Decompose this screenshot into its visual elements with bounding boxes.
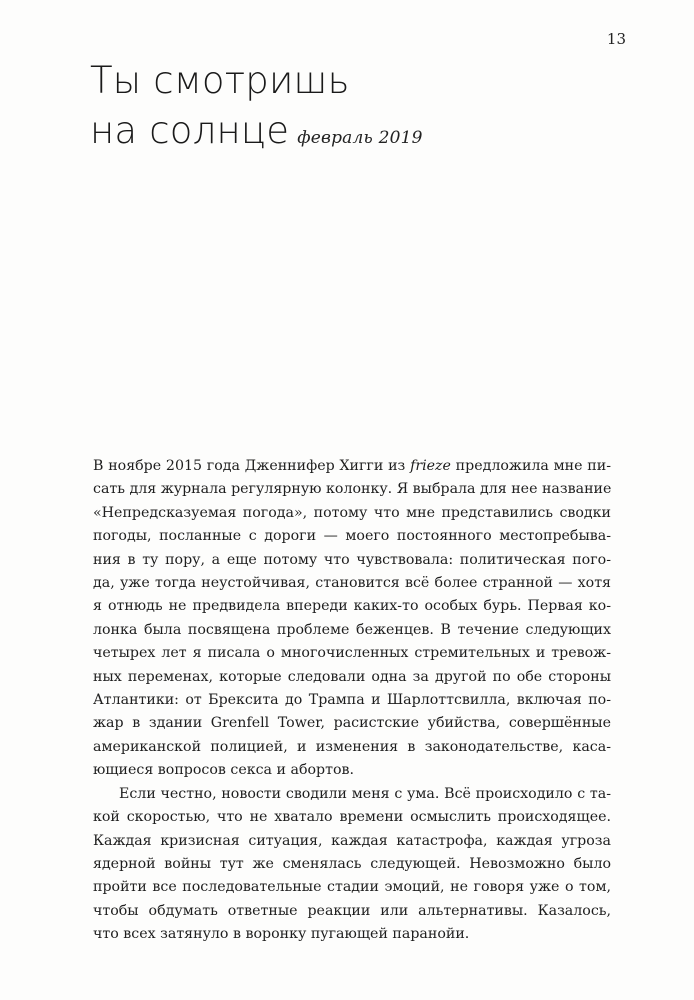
text-segment: пройти все последовательные стадии эмоций, не говоря уже о том, xyxy=(93,879,611,896)
body-text xyxy=(93,455,611,947)
text-line xyxy=(93,689,611,712)
text-segment: ния в ту пору, а еще потому что чувствовала: политическая пого- xyxy=(93,551,611,568)
text-line xyxy=(93,502,611,525)
text-line xyxy=(93,478,611,501)
text-line xyxy=(93,642,611,665)
text-segment: погоды, посланные с дороги — моего постоянного местопребыва- xyxy=(93,528,611,545)
text-line xyxy=(93,595,611,618)
text-segment: Если честно, новости сводили меня с ума. Всё происходило с та- xyxy=(119,785,611,802)
page-number: 13 xyxy=(606,30,626,48)
text-line xyxy=(93,783,611,806)
text-segment: американской полицией, и изменения в законодательстве, каса- xyxy=(93,738,611,755)
chapter-title xyxy=(90,56,630,163)
chapter-date: февраль 2019 xyxy=(297,128,423,148)
text-segment: В ноябре 2015 года Дженнифер Хигги из xyxy=(93,458,411,474)
paragraph xyxy=(93,783,611,947)
text-segment: что всех затянуло в воронку пугающей паранойи. xyxy=(93,926,470,943)
text-line xyxy=(93,853,611,876)
text-line xyxy=(93,666,611,689)
text-segment: «Непредсказуемая погода», потому что мне представились сводки xyxy=(93,504,611,521)
text-line xyxy=(93,923,611,946)
text-segment: ядерной войны тут же сменялась следующей. Невозможно было xyxy=(93,855,611,872)
text-line xyxy=(93,619,611,642)
text-segment: Атлантики: от Брексита до Трампа и Шарлоттсвилла, включая по- xyxy=(93,692,611,709)
text-segment: сать для журнала регулярную колонку. Я выбрала для нее название xyxy=(93,481,612,498)
chapter-title-line-2-text: на солнце xyxy=(90,109,290,152)
text-line xyxy=(93,900,611,923)
text-segment: Каждая кризисная ситуация, каждая катастрофа, каждая угроза xyxy=(93,832,611,849)
paragraph xyxy=(93,455,611,783)
text-line xyxy=(93,806,611,829)
text-line xyxy=(93,876,611,899)
chapter-title-line-2 xyxy=(90,106,630,163)
text-segment: жар в здании Grenfell Tower, расистские убийства, совершённые xyxy=(93,715,611,732)
text-segment: лонка была посвящена проблеме беженцев. В течение следующих xyxy=(93,621,611,638)
text-segment: кой скоростью, что не хватало времени осмыслить происходящее. xyxy=(93,809,611,826)
text-segment: да, уже тогда неустойчивая, становится всё более странной — хотя xyxy=(93,575,611,592)
magazine-name: frieze xyxy=(410,458,451,474)
text-segment: четырех лет я писала о многочисленных стремительных и тревож- xyxy=(93,645,611,662)
text-line xyxy=(93,549,611,572)
text-line xyxy=(93,525,611,548)
text-line xyxy=(93,712,611,735)
text-line xyxy=(93,830,611,853)
text-line xyxy=(93,759,611,782)
text-line xyxy=(93,736,611,759)
text-line xyxy=(93,572,611,595)
text-segment: ных переменах, которые следовали одна за другой по обе стороны xyxy=(93,668,611,685)
text-segment: я отнюдь не предвидела впереди каких-то особых бурь. Первая ко- xyxy=(93,598,611,615)
text-segment: ющиеся вопросов секса и абортов. xyxy=(93,762,354,779)
text-line xyxy=(93,455,611,478)
text-segment: предложила мне пи- xyxy=(450,458,612,474)
text-segment: чтобы обдумать ответные реакции или альтернативы. Казалось, xyxy=(93,902,611,919)
chapter-title-line-1: Ты смотришь xyxy=(90,59,350,102)
